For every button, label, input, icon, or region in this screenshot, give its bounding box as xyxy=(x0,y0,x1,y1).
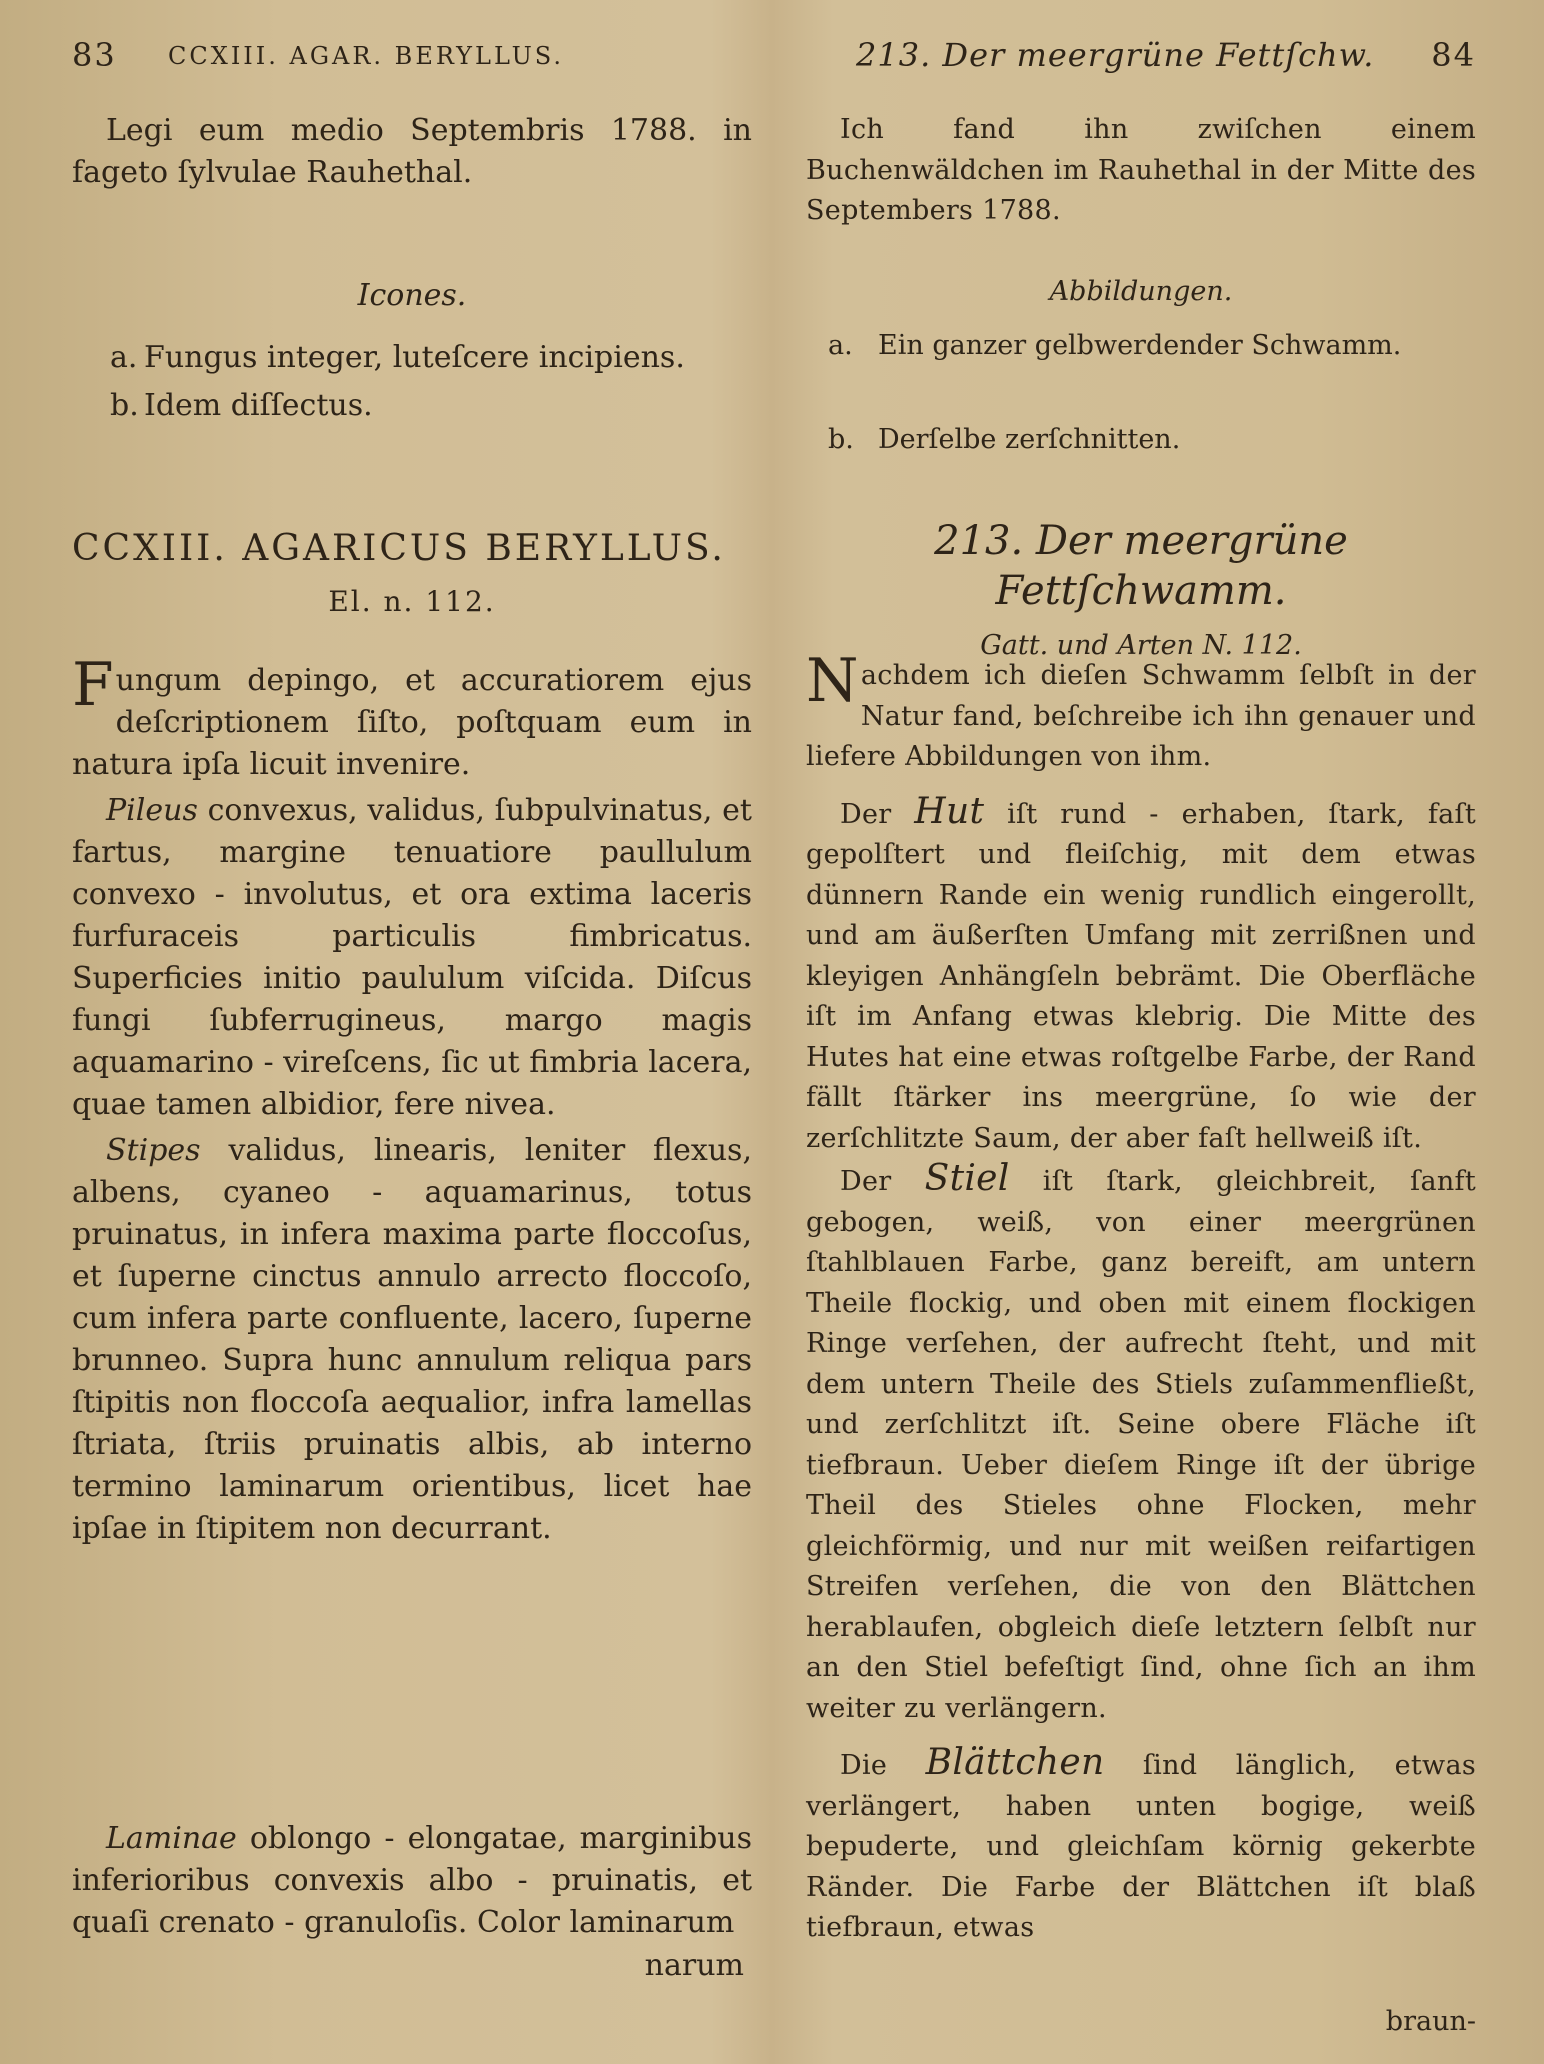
icones-item-text: Idem diſſectus. xyxy=(144,388,373,423)
right-body xyxy=(806,646,1477,1949)
abbildungen-item-text: Derſelbe zerſchnitten. xyxy=(878,424,1181,455)
icones-item-label: a. xyxy=(110,340,138,375)
term-pileus: Pileus xyxy=(106,793,198,828)
section-ref-left: El. n. 112. xyxy=(328,585,496,618)
right-page xyxy=(806,0,1476,2064)
left-running-head xyxy=(72,36,752,80)
icones-item-text: Fungus integer, luteſcere incipiens. xyxy=(144,340,685,375)
term-stipes: Stipes xyxy=(106,1133,201,1168)
right-intro: Ich fand ihn zwiſchen einem Buchenwäldchen im Rauhethal in der Mitte des Septembers 1788. xyxy=(806,114,1476,226)
left-intro-block xyxy=(72,110,752,194)
abbildungen-item-label: b. xyxy=(828,424,854,455)
left-paragraph-stipes: Stipes validus, linearis, leniter flexus, albens, cyaneo - aquamarinus, totus pruinatus, in infera maxima parte floccoſus, et ſuperne cinctus annulo arrecto floccoſo, cum infera parte confluente, lacero, ſuperne brunneo. Supra hunc annulum reliqua pars ſtipitis non floccoſa aequalior, infra lamellas ſtriata, ſtriis pruinatis albis, ab interno termino laminarum orientibus, licet hae ipſae in ſtipitem non decurrant. xyxy=(72,1133,752,1546)
left-paragraph-laminae: Laminae oblongo - elongatae, marginibus inferioribus convexis albo - pruinatis, et quaſi crenato - granuloſis. Color laminarum xyxy=(72,1821,752,1940)
left-body-end xyxy=(72,1818,752,1944)
icones-block xyxy=(72,278,752,427)
abbildungen-item-label: a. xyxy=(828,330,853,361)
abbildungen-heading: Abbildungen. xyxy=(1049,276,1233,307)
left-body xyxy=(72,650,753,1550)
section-title-right: 213. Der meergrüne Fettſchwamm. xyxy=(934,518,1348,614)
abbildungen-block xyxy=(806,276,1476,461)
term-stiel: Stiel xyxy=(924,1158,1010,1199)
page-number-left: 83 xyxy=(72,36,117,74)
icones-heading: Icones. xyxy=(357,278,467,313)
abbildungen-item xyxy=(806,419,1476,461)
right-paragraph-hut: Der Hut iſt rund - erhaben, ſtark, faſt gepolſtert und fleiſchig, mit dem etwas dünnern Rande ein wenig rundlich eingerollt, und am äußerſten Umfang mit zerrißnen und kleyigen Anhängſeln bebrämt. Die Oberfläche iſt im Anfang etwas klebrig. Die Mitte des Hutes hat eine etwas roſtgelbe Farbe, der Rand fällt ſtärker ins meergrüne, ſo wie der zerſchlitzte Saum, der aber faſt hellweiß iſt. xyxy=(806,790,1476,1154)
dropcap-right: N xyxy=(806,646,859,716)
running-title-left: CCXIII. AGAR. BERYLLUS. xyxy=(168,42,565,70)
catchword-left: narum xyxy=(644,1948,744,1983)
right-paragraph-blaettchen: Die Blättchen ſind länglich, etwas verlängert, haben unten bogige, weiß bepuderte, und gleichſam körnig gekerbte Ränder. Die Farbe der Blättchen iſt blaß tiefbraun, etwas xyxy=(806,1742,1477,1943)
right-section-header xyxy=(806,516,1476,666)
catchword-right: braun- xyxy=(1385,2006,1476,2037)
page-number-right: 84 xyxy=(1431,36,1476,74)
abbildungen-item-text: Ein ganzer gelbwerdender Schwamm. xyxy=(878,330,1402,361)
left-intro: Legi eum medio Septembris 1788. in fageto ſylvulae Rauhethal. xyxy=(72,113,752,190)
right-paragraph-stiel: Der Stiel iſt ſtark, gleichbreit, ſanft gebogen, weiß, von einer meergrünen ſtahlblauen Farbe, ganz bereift, am untern Theile flockig, und oben mit einem flockigen Ringe verſehen, der aufrecht ſteht, und mit dem untern Theile des Stiels zuſammenfließt, und zerſchlitzt iſt. Seine obere Fläche iſt tiefbraun. Ueber dieſem Ringe iſt der übrige Theil des Stieles ohne Flocken, mehr gleichförmig, und nur mit weißen reifartigen Streifen verſehen, die von den Blättchen herablaufen, obgleich dieſe letztern ſelbſt nur an den Stiel befeſtigt ſind, ohne ſich an ihm weiter zu verlängern. xyxy=(806,1158,1476,1724)
section-ref-right: Gatt. und Arten N. 112. xyxy=(980,630,1302,661)
left-page xyxy=(72,0,752,2064)
icones-item xyxy=(72,385,752,427)
right-intro-block xyxy=(806,110,1476,232)
term-laminae: Laminae xyxy=(106,1821,237,1856)
right-paragraph-1: Nachdem ich dieſen Schwamm ſelbſt in der Natur fand, beſchreibe ich ihn genauer und liefere Abbildungen von ihm. xyxy=(806,646,1476,772)
icones-item-label: b. xyxy=(110,388,139,423)
term-blaettchen: Blättchen xyxy=(925,1742,1105,1783)
abbildungen-item xyxy=(806,325,1476,367)
running-title-right: 213. Der meergrüne Fettſchw. xyxy=(856,36,1375,74)
right-running-head xyxy=(806,36,1476,80)
left-paragraph-pileus: Pileus convexus, validus, ſubpulvinatus, et fartus, margine tenuatiore paullulum convexo - involutus, et ora extima laceris furfuraceis particulis fimbricatus. Superficies initio paululum viſcida. Diſcus fungi ſubferrugineus, margo magis aquamarino - vireſcens, ſic ut fimbria lacera, quae tamen albidior, fere nivea. xyxy=(72,793,753,1122)
icones-item xyxy=(72,337,752,379)
left-section-header xyxy=(72,524,752,622)
dropcap-left: F xyxy=(72,650,114,720)
section-title-left: CCXIII. AGARICUS BERYLLUS. xyxy=(72,528,726,569)
left-paragraph-1: Fungum depingo, et accuratiorem ejus deſcriptionem ſiſto, poſtquam eum in natura ipſa licuit invenire. xyxy=(72,650,752,782)
term-hut: Hut xyxy=(914,790,985,832)
